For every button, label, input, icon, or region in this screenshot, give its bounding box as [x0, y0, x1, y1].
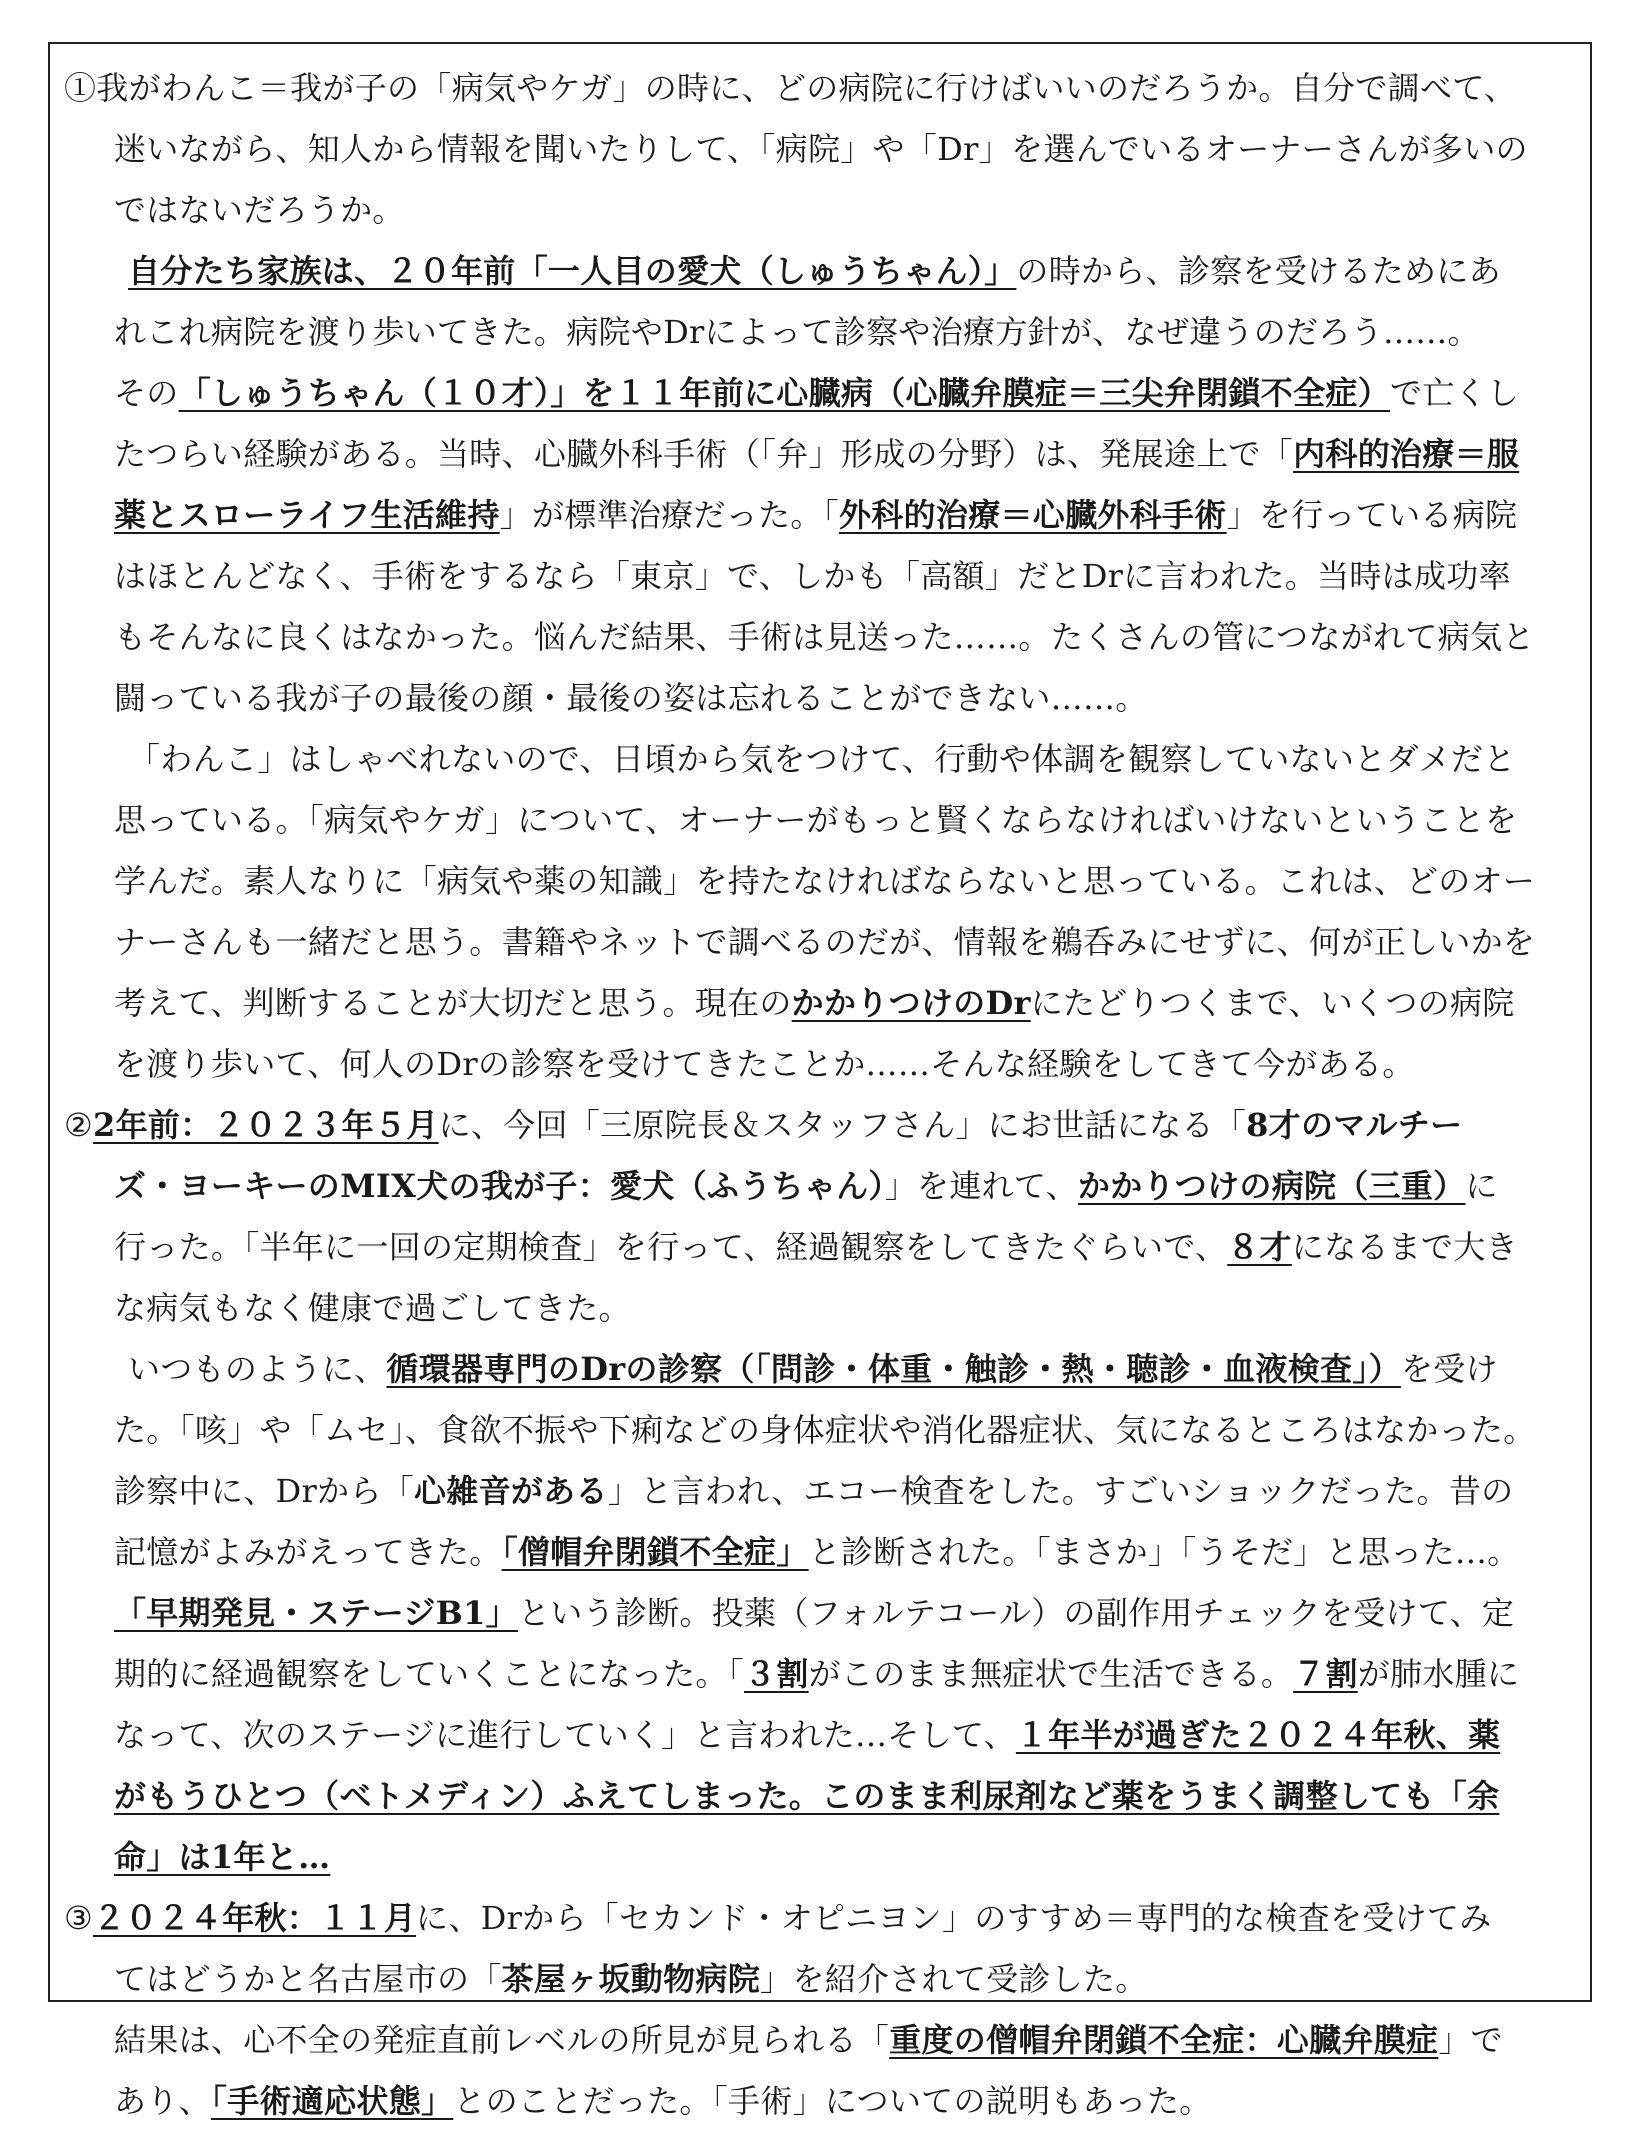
text-line: [64, 546, 1572, 607]
emphasized-text: かかりつけのDr: [791, 984, 1031, 1022]
text-run: に、今回「三原院長＆スタッフさん」にお世話になる「: [438, 1106, 1247, 1144]
emphasized-text: がもうひとつ（ベトメディン）ふえてしまった。このまま利尿剤など薬をうまく調整しても「余: [114, 1777, 1500, 1815]
text-line: [64, 180, 1572, 241]
emphasized-text: １年半が過ぎた２０２４年秋、薬: [1015, 1716, 1501, 1754]
text-run: 学んだ。素人なりに「病気や薬の知識」を持たなければならないと思っている。これは、どのオー: [114, 862, 1536, 900]
text-run: 「わんこ」はしゃべれないので、日頃から気をつけて、行動や体調を観察していないとダメだと: [128, 740, 1516, 778]
text-run: たつらい経験がある。当時、心臓外科手術（「弁」形成の分野）は、発展途上で「: [114, 435, 1294, 473]
emphasized-text: 重度の僧帽弁閉鎖不全症：心臓弁膜症: [889, 2021, 1439, 2059]
text-line: [64, 2010, 1572, 2071]
emphasized-text: ズ・ヨーキーのMIX犬の我が子：愛犬（ふうちゃん）: [114, 1167, 885, 1205]
text-line: [64, 1156, 1572, 1217]
text-line: [64, 1217, 1572, 1278]
text-line: [64, 1827, 1572, 1888]
text-run: 思っている。「病気やケガ」について、オーナーがもっと賢くならなければいけないということを: [114, 801, 1518, 839]
text-line: [64, 1339, 1572, 1400]
text-line: [64, 1949, 1572, 2010]
text-run: を渡り歩いて、何人のDrの診察を受けてきたことか……そんな経験をしてきて今がある。: [114, 1045, 1415, 1083]
text-line: [64, 1278, 1572, 1339]
emphasized-text: 薬とスローライフ生活維持: [114, 496, 500, 534]
text-run: という診断。投薬（フォルテコール）の副作用チェックを受けて、定: [517, 1594, 1515, 1632]
text-run: 行った。「半年に一回の定期検査」を行って、経過観察をしてきたぐらいで、: [114, 1228, 1228, 1266]
text-line: [64, 1400, 1572, 1461]
text-run: 診察中に、Drから「: [114, 1472, 414, 1510]
text-run: 」を行っている病院: [1226, 496, 1518, 534]
text-line: [64, 302, 1572, 363]
text-run: がこのまま無症状で生活できる。: [808, 1655, 1294, 1693]
text-line: [64, 1583, 1572, 1644]
text-line: [64, 912, 1572, 973]
text-line: [64, 1705, 1572, 1766]
text-run: 」で: [1438, 2021, 1503, 2059]
text-line: [64, 1034, 1572, 1095]
text-line: [64, 2071, 1572, 2132]
emphasized-text: 「早期発見・ステージB1」: [114, 1594, 518, 1632]
text-run: 闘っている我が子の最後の顔・最後の姿は忘れることができない……。: [114, 679, 1148, 717]
emphasized-text: かかりつけの病院（三重）: [1077, 1167, 1466, 1205]
emphasized-text: 茶屋ヶ坂動物病院: [501, 1960, 761, 1998]
text-run: とのことだった。「手術」についての説明もあった。: [453, 2082, 1212, 2120]
text-line: [64, 973, 1572, 1034]
text-run: あり、: [114, 2082, 211, 2120]
emphasized-text: 自分たち家族は、２０年前「一人目の愛犬（しゅうちゃん）」: [128, 252, 1017, 290]
text-run: ②: [64, 1106, 93, 1144]
emphasized-text: 命」は1年と…: [114, 1838, 331, 1876]
emphasized-text: 「僧帽弁閉鎖不全症」: [501, 1533, 809, 1571]
emphasized-text: 2年前：２０２３年５月: [93, 1106, 439, 1144]
document-frame: [48, 42, 1592, 2120]
text-line: [64, 607, 1572, 668]
section-1: [64, 58, 1572, 1095]
text-run: ではないだろうか。: [114, 191, 405, 229]
emphasized-text: 内科的治療＝服: [1293, 435, 1520, 473]
text-line: [64, 790, 1572, 851]
text-line: [64, 1095, 1572, 1156]
text-run: と診断された。「まさか」「うそだ」と思った…。: [808, 1533, 1520, 1571]
text-run: で亡くし: [1390, 374, 1520, 412]
text-run: その: [114, 374, 179, 412]
text-run: に: [1465, 1167, 1498, 1205]
text-run: れこれ病院を渡り歩いてきた。病院やDrによって診察や治療方針が、なぜ違うのだろう……。: [114, 313, 1480, 351]
emphasized-text: 外科的治療＝心臓外科手術: [839, 496, 1227, 534]
text-run: 」を連れて、: [884, 1167, 1078, 1205]
text-run: もそんなに良くはなかった。悩んだ結果、手術は見送った……。たくさんの管につながれて病気と: [114, 618, 1535, 656]
text-run: にたどりつくまで、いくつの病院: [1030, 984, 1515, 1022]
text-run: ①我がわんこ＝我が子の「病気やケガ」の時に、どの病院に行けばいいのだろうか。自分で調べて、: [64, 69, 1517, 107]
text-run: ③: [64, 1899, 93, 1937]
text-run: た。「咳」や「ムセ」、食欲不振や下痢などの身体症状や消化器症状、気になるところはなかった。: [114, 1411, 1536, 1449]
text-run: を受け: [1400, 1350, 1498, 1388]
emphasized-text: 「しゅうちゃん（１０才）」を１１年前に心臓病（心臓弁膜症＝三尖弁閉鎖不全症）: [178, 374, 1391, 412]
emphasized-text: 「手術適応状態」: [210, 2082, 454, 2120]
emphasized-text: ３割: [744, 1655, 809, 1693]
text-line: [64, 424, 1572, 485]
text-line: [64, 241, 1572, 302]
text-line: [64, 119, 1572, 180]
text-run: 」を紹介されて受診した。: [760, 1960, 1148, 1998]
text-run: 期的に経過観察をしていくことになった。「: [114, 1655, 745, 1693]
emphasized-text: ８才: [1227, 1228, 1292, 1266]
text-run: てはどうかと名古屋市の「: [114, 1960, 502, 1998]
emphasized-text: ２０２４年秋：１１月: [93, 1899, 417, 1937]
text-run: はほとんどなく、手術をするなら「東京」で、しかも「高額」だとDrに言われた。当時は成功率: [114, 557, 1511, 595]
text-run: の時から、診察を受けるためにあ: [1016, 252, 1501, 290]
text-line: [64, 1644, 1572, 1705]
section-2: [64, 1095, 1572, 1888]
emphasized-text: 心雑音がある: [413, 1472, 608, 1510]
text-line: [64, 729, 1572, 790]
text-run: ナーさんも一緒だと思う。書籍やネットで調べるのだが、情報を鵜呑みにせずに、何が正しいかを: [114, 923, 1536, 961]
text-line: [64, 668, 1572, 729]
text-run: 」が標準治療だった。「: [499, 496, 839, 534]
text-run: なって、次のステージに進行していく」と言われた…そして、: [114, 1716, 1016, 1754]
text-run: に、Drから「セカンド・オピニヨン」のすすめ＝専門的な検査を受けてみ: [416, 1899, 1492, 1937]
text-run: 記憶がよみがえってきた。: [114, 1533, 502, 1571]
text-line: [64, 58, 1572, 119]
text-line: [64, 363, 1572, 424]
text-run: になるまで大き: [1291, 1228, 1518, 1266]
text-run: 結果は、心不全の発症直前レベルの所見が見られる「: [114, 2021, 890, 2059]
text-line: [64, 1888, 1572, 1949]
text-line: [64, 1766, 1572, 1827]
emphasized-text: ７割: [1293, 1655, 1358, 1693]
emphasized-text: 循環器専門のDrの診察（「問診・体重・触診・熱・聴診・血液検査」）: [386, 1350, 1401, 1388]
emphasized-text: 8才のマルチー: [1246, 1106, 1463, 1144]
text-run: な病気もなく健康で過ごしてきた。: [114, 1289, 631, 1327]
text-run: 迷いながら、知人から情報を聞いたりして、「病院」や「Dr」を選んでいるオーナーさんが多いの: [114, 130, 1528, 168]
text-line: [64, 1461, 1572, 1522]
text-run: 考えて、判断することが大切だと思う。現在の: [114, 984, 792, 1022]
text-line: [64, 1522, 1572, 1583]
text-line: [64, 485, 1572, 546]
section-3: [64, 1888, 1572, 2132]
text-line: [64, 851, 1572, 912]
text-run: が肺水腫に: [1357, 1655, 1520, 1693]
text-run: いつものように、: [128, 1350, 387, 1388]
text-run: 」と言われ、エコー検査をした。すごいショックだった。昔の: [607, 1472, 1514, 1510]
